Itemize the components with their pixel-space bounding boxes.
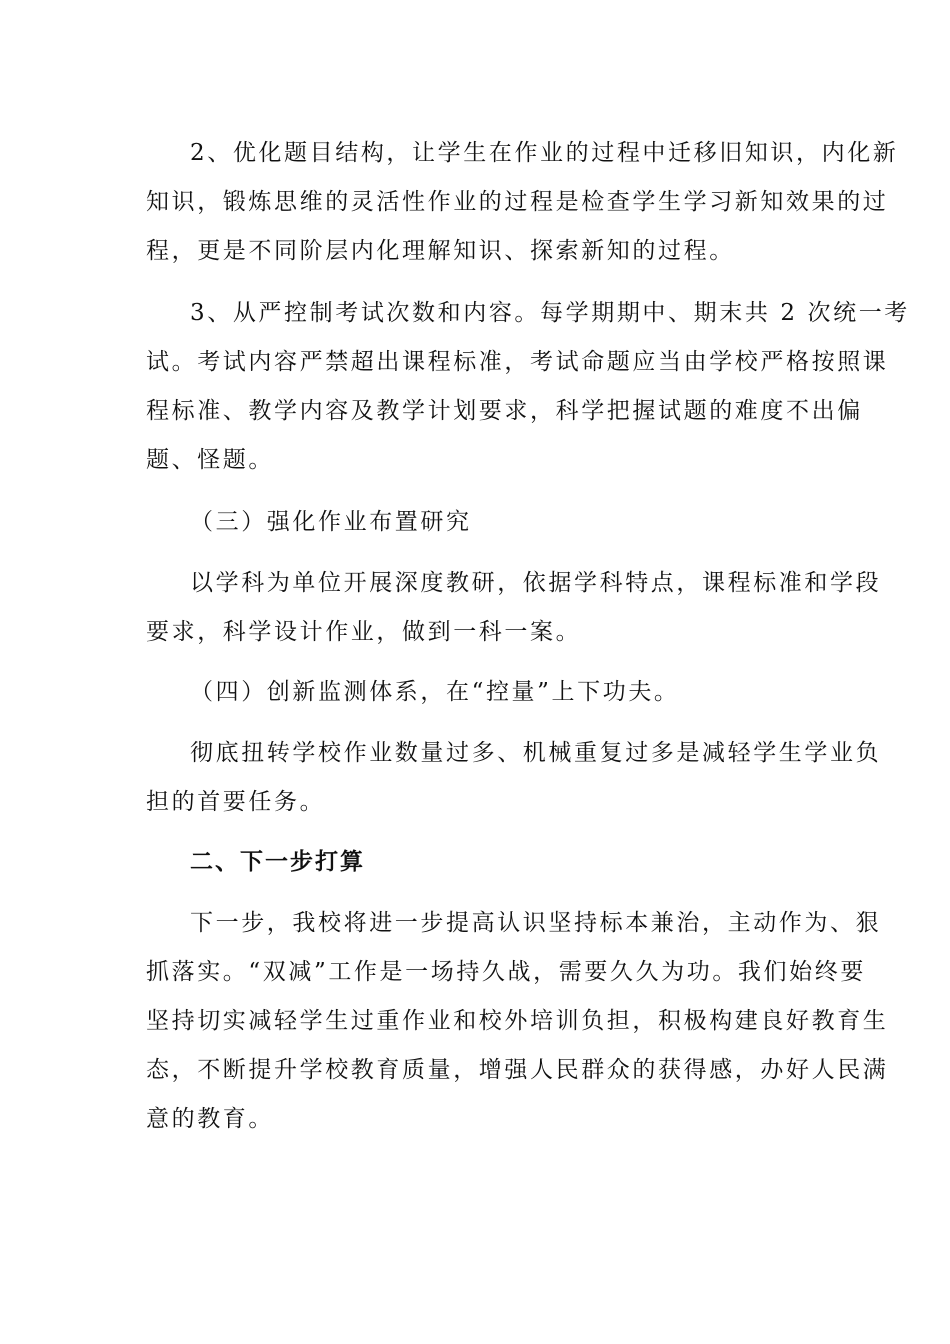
paragraph-line: 程，更是不同阶层内化理解知识、探索新知的过程。	[146, 238, 735, 264]
paragraph-line: 2、优化题目结构，让学生在作业的过程中迁移旧知识，内化新	[190, 140, 899, 166]
chapter-heading: 二、下一步打算	[190, 849, 365, 875]
paragraph-line: 彻底扭转学校作业数量过多、机械重复过多是减轻学生学业负	[190, 740, 882, 766]
paragraph-line: 态，不断提升学校教育质量，增强人民群众的获得感，办好人民满	[146, 1057, 889, 1083]
paragraph-line: 3、从严控制考试次数和内容。每学期期中、期末共 2 次统一考	[190, 300, 910, 326]
paragraph-line: 程标准、教学内容及教学计划要求，科学把握试题的难度不出偏	[146, 398, 863, 424]
paragraph-line: 坚持切实减轻学生过重作业和校外培训负担，积极构建良好教育生	[146, 1008, 889, 1034]
paragraph-line: 抓落实。“双减”工作是一场持久战，需要久久为功。我们始终要	[146, 959, 866, 985]
paragraph-line: 意的教育。	[146, 1106, 274, 1132]
paragraph-line: 知识，锻炼思维的灵活性作业的过程是检查学生学习新知效果的过	[146, 189, 889, 215]
paragraph-line: 担的首要任务。	[146, 789, 326, 815]
paragraph-line: 以学科为单位开展深度教研，依据学科特点，课程标准和学段	[190, 570, 882, 596]
section-heading: （四）创新监测体系，在“控量”上下功夫。	[190, 679, 680, 705]
section-heading: （三）强化作业布置研究	[190, 509, 472, 535]
paragraph-line: 题、怪题。	[146, 447, 274, 473]
paragraph-line: 要求，科学设计作业，做到一科一案。	[146, 619, 582, 645]
paragraph-line: 下一步，我校将进一步提高认识坚持标本兼治，主动作为、狠	[190, 910, 882, 936]
paragraph-line: 试。考试内容严禁超出课程标准，考试命题应当由学校严格按照课	[146, 349, 889, 375]
